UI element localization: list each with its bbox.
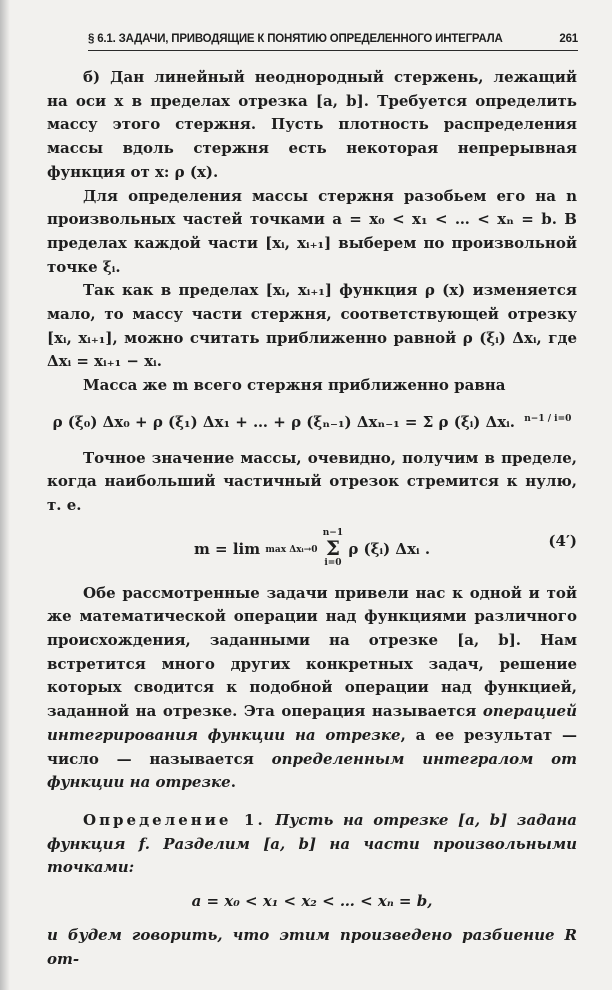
definition-label: Определение 1. bbox=[83, 810, 266, 829]
equation-number: (4′) bbox=[548, 531, 577, 550]
paragraph-partition: Для определения массы стержня разобьем его на n произвольных частей точками a = x₀ < x₁ < … < xₙ = b. В пределах каждой части [xᵢ, xᵢ₊₁] выберем по произвольной точке ξᵢ. bbox=[47, 186, 577, 276]
lim-subscript: max Δxᵢ→0 bbox=[265, 544, 318, 555]
paragraph-limit: Точное значение массы, очевидно, получим в пределе, когда наибольший частичный отрезок стремится к нулю, т. е. bbox=[47, 448, 577, 514]
paragraph-approximation: Так как в пределах [xᵢ, xᵢ₊₁] функция ρ (x) изменяется мало, то массу части стержня, соответствующей отрезку [xᵢ, xᵢ₊₁], можно считать приближенно равной ρ (ξᵢ) Δxᵢ, где Δxᵢ = xᵢ₊₁ − xᵢ. bbox=[47, 281, 577, 371]
equation-partition-points: a = x₀ < x₁ < x₂ < … < xₙ = b, bbox=[191, 892, 433, 911]
header-title: § 6.1. ЗАДАЧИ, ПРИВОДЯЩИЕ К ПОНЯТИЮ ОПРЕДЕЛЕННОГО ИНТЕГРАЛА bbox=[88, 33, 503, 45]
equation-mass-limit bbox=[47, 527, 577, 570]
running-header bbox=[88, 30, 578, 51]
sum-limits: n−1 / i=0 bbox=[524, 413, 572, 424]
page-number: 261 bbox=[559, 33, 578, 45]
body-text bbox=[47, 66, 577, 971]
sum-upper: n−1 bbox=[524, 413, 545, 424]
eq2-right: ρ (ξᵢ) Δxᵢ . bbox=[348, 539, 431, 558]
sum-lower: i=0 bbox=[554, 413, 572, 424]
term-integration: операцией интегрирования функции на отрезке bbox=[47, 702, 577, 744]
eq2-left: m = lim bbox=[193, 539, 261, 558]
term-definite-integral: определенным интегралом от функции на отрезке bbox=[47, 749, 577, 792]
definition-1 bbox=[47, 809, 577, 880]
sum-symbol: n−1 Σ i=0 bbox=[322, 527, 344, 568]
equation-riemann-sum-text: ρ (ξ₀) Δx₀ + ρ (ξ₁) Δx₁ + … + ρ (ξₙ₋₁) Δxₙ₋₁ = Σ ρ (ξᵢ) Δxᵢ. bbox=[52, 412, 516, 431]
paragraph-integration-intro: Обе рассмотренные задачи привели нас к одной и той же математической операции над функциями различного происхождения, заданными на отрезке [a, b]. Нам встретится много других конкретных задач, решение которых сводится к подобной операции над функцией, заданной на отрезке. Эта операция называется операцией интегрирования функции на отрезке, а ее результат — число — называется определенным интегралом от функции на отрезке. bbox=[47, 583, 577, 792]
paragraph-partition-r: и будем говорить, что этим произведено разбиение R от- bbox=[47, 925, 577, 968]
paragraph-total-mass: Масса же m всего стержня приближенно равна bbox=[83, 376, 506, 395]
page-edge-shadow bbox=[0, 0, 10, 990]
paragraph-rod-problem: б) Дан линейный неоднородный стержень, лежащий на оси x в пределах отрезка [a, b]. Требуется определить массу этого стержня. Пусть плотность распределения массы вдоль стержня есть некоторая непрерывная функция от x: ρ (x). bbox=[47, 68, 577, 181]
equation-riemann-sum bbox=[47, 408, 577, 435]
definition-text: Пусть на отрезке [a, b] задана функция f. Разделим [a, b] на части произвольными точками: bbox=[47, 810, 577, 877]
